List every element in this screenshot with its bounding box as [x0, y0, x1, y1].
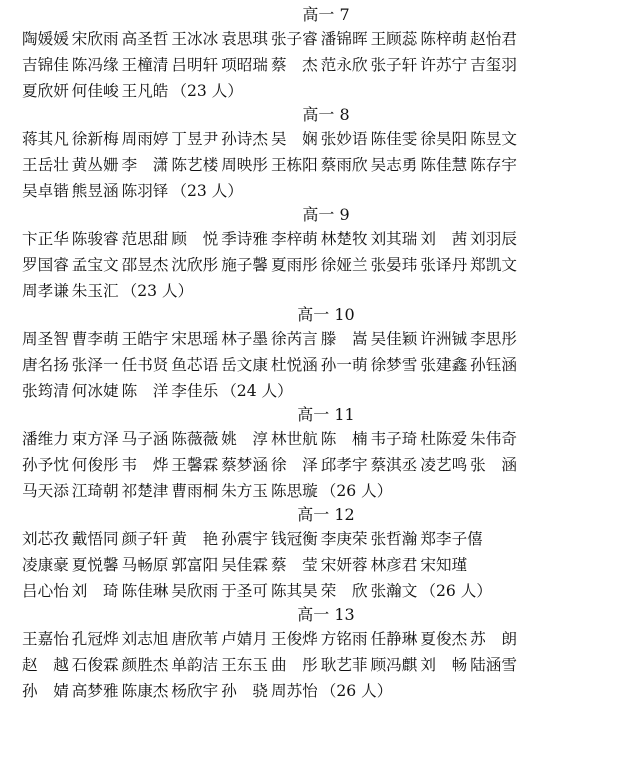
student-name: 陈佳琳 — [121, 582, 169, 600]
student-name: 周圣智 — [22, 330, 69, 348]
student-name: 于圣可 — [221, 582, 268, 600]
student-name: 陈薇薇 — [171, 430, 219, 448]
name-line — [22, 52, 622, 78]
student-name: 陶媛媛 — [22, 30, 69, 48]
student-count: （26 人） — [420, 582, 492, 600]
student-name: 项昭瑞 — [221, 56, 268, 74]
student-name: 夏欣妍 — [22, 82, 69, 100]
student-name: 陈骏睿 — [71, 230, 119, 248]
class-title: 高一 9 — [302, 205, 350, 224]
student-name: 岳文康 — [221, 356, 268, 374]
student-name: 卢婧月 — [221, 630, 268, 648]
student-name: 李思彤 — [470, 330, 517, 348]
student-name: 苏 朗 — [470, 630, 517, 648]
student-name: 邵昱杰 — [121, 256, 169, 274]
student-name: 张泽一 — [71, 356, 119, 374]
student-name: 张建鑫 — [420, 356, 468, 374]
student-name: 林楚牧 — [320, 230, 368, 248]
name-line — [22, 552, 622, 578]
name-line — [22, 152, 622, 178]
name-line — [22, 426, 622, 452]
student-name: 何俊彤 — [71, 456, 119, 474]
student-name: 刘 畅 — [420, 656, 468, 674]
student-name: 宋妍蓉 — [320, 556, 368, 574]
student-name: 张子轩 — [370, 56, 418, 74]
student-name: 滕 嵩 — [320, 330, 368, 348]
student-name: 徐昊阳 — [420, 130, 468, 148]
student-name: 邱孝宇 — [320, 456, 368, 474]
student-name: 朱伟奇 — [470, 430, 517, 448]
student-name: 徐芮言 — [270, 330, 318, 348]
student-name: 王橦清 — [121, 56, 169, 74]
student-name: 宋思瑶 — [171, 330, 219, 348]
student-name: 马子涵 — [121, 430, 169, 448]
student-name: 熊昱涵 — [71, 182, 119, 200]
name-line — [22, 78, 622, 104]
student-name: 韦子琦 — [370, 430, 418, 448]
student-name: 王栋阳 — [270, 156, 318, 174]
class-section — [22, 204, 622, 304]
student-name: 吕心怡 — [22, 582, 69, 600]
student-name: 张瀚文 — [370, 582, 418, 600]
student-name: 陈 楠 — [320, 430, 368, 448]
student-name: 陈佳雯 — [370, 130, 418, 148]
student-name: 韦 烨 — [121, 456, 169, 474]
student-name: 王顾蕊 — [370, 30, 418, 48]
student-name: 周苏怡 — [270, 682, 318, 700]
student-name: 鱼芯语 — [171, 356, 219, 374]
student-name: 王东玉 — [221, 656, 268, 674]
student-name: 王冰冰 — [171, 30, 219, 48]
student-name: 任书贤 — [121, 356, 169, 374]
class-section — [22, 4, 622, 104]
student-name: 蒋其凡 — [22, 130, 69, 148]
student-name: 孙 婧 — [22, 682, 69, 700]
student-name: 陈艺楼 — [171, 156, 219, 174]
name-line — [22, 652, 622, 678]
student-name: 束方泽 — [71, 430, 119, 448]
student-name: 李梓萌 — [270, 230, 318, 248]
student-name: 罗国睿 — [22, 256, 69, 274]
student-name: 吴志勇 — [370, 156, 418, 174]
student-name: 沈欣彤 — [171, 256, 219, 274]
student-name: 黄丛姗 — [71, 156, 119, 174]
student-name: 颜子轩 — [121, 530, 169, 548]
student-name: 陆涵雪 — [470, 656, 517, 674]
student-name: 夏俊杰 — [420, 630, 468, 648]
student-name: 王凡皓 — [121, 82, 169, 100]
name-line — [22, 178, 622, 204]
student-name: 许苏宁 — [420, 56, 468, 74]
name-line — [22, 478, 622, 504]
student-count: （23 人） — [121, 282, 194, 300]
class-title: 高一 12 — [297, 505, 355, 524]
student-name: 陈冯缘 — [71, 56, 119, 74]
student-name: 张子睿 — [270, 30, 318, 48]
student-name: 陈康杰 — [121, 682, 169, 700]
student-name: 方铭雨 — [320, 630, 368, 648]
student-name: 顾 悦 — [171, 230, 219, 248]
student-name: 曹雨桐 — [171, 482, 219, 500]
student-name: 颜胜杰 — [121, 656, 169, 674]
class-section — [22, 404, 622, 504]
student-name: 赵怡君 — [470, 30, 517, 48]
student-count: （24 人） — [221, 382, 293, 400]
student-name: 季诗雅 — [221, 230, 268, 248]
student-name: 高圣哲 — [121, 30, 169, 48]
student-name: 姚 淳 — [221, 430, 268, 448]
student-name: 杜陈爱 — [420, 430, 468, 448]
student-name: 孔冠烨 — [71, 630, 119, 648]
name-line — [22, 526, 622, 552]
student-name: 杜悦涵 — [270, 356, 318, 374]
student-name: 蔡梦涵 — [221, 456, 268, 474]
student-name: 刘芯孜 — [22, 530, 69, 548]
student-name: 刘 茜 — [420, 230, 468, 248]
name-line — [22, 226, 622, 252]
student-name: 施子馨 — [221, 256, 268, 274]
name-line — [22, 252, 622, 278]
student-name: 高梦雅 — [71, 682, 119, 700]
student-name: 唐欣苇 — [171, 630, 219, 648]
student-name: 王馨霖 — [171, 456, 219, 474]
student-name: 徐梦雪 — [370, 356, 418, 374]
student-name: 袁思琪 — [221, 30, 268, 48]
student-name: 徐新梅 — [71, 130, 119, 148]
student-name: 蔡 莹 — [270, 556, 318, 574]
student-name: 孙一萌 — [320, 356, 368, 374]
student-name: 朱方玉 — [221, 482, 268, 500]
student-name: 李庚荣 — [320, 530, 368, 548]
class-roster-document — [22, 4, 622, 704]
student-name: 徐 泽 — [270, 456, 318, 474]
student-name: 刘志旭 — [121, 630, 169, 648]
class-title: 高一 10 — [297, 305, 355, 324]
student-name: 陈其昊 — [270, 582, 318, 600]
student-name: 徐娅兰 — [320, 256, 368, 274]
student-name: 张晏玮 — [370, 256, 418, 274]
student-name: 祁楚津 — [121, 482, 169, 500]
student-name: 林彦君 — [370, 556, 418, 574]
student-name: 许洲铖 — [420, 330, 468, 348]
student-count: （26 人） — [320, 682, 393, 700]
student-name: 马畅原 — [121, 556, 169, 574]
student-name: 周映彤 — [221, 156, 268, 174]
name-line — [22, 578, 622, 604]
student-name: 李佳乐 — [171, 382, 219, 400]
student-name: 陈思璇 — [270, 482, 318, 500]
student-name: 张译丹 — [420, 256, 468, 274]
student-name: 杨欣宇 — [171, 682, 219, 700]
student-name: 李 潇 — [121, 156, 169, 174]
student-name: 范永欣 — [320, 56, 368, 74]
student-name: 林世航 — [270, 430, 318, 448]
name-line — [22, 678, 622, 704]
student-name: 何佳峻 — [71, 82, 119, 100]
student-name: 潘维力 — [22, 430, 69, 448]
student-name: 夏雨彤 — [270, 256, 318, 274]
student-name: 马天添 — [22, 482, 69, 500]
student-name: 张 涵 — [470, 456, 517, 474]
name-line — [22, 26, 622, 52]
class-section — [22, 104, 622, 204]
student-name: 钱冠衡 — [270, 530, 318, 548]
student-name: 陈昱文 — [470, 130, 517, 148]
student-name: 吴佳霖 — [221, 556, 268, 574]
student-name: 张筠清 — [22, 382, 69, 400]
student-name: 潘锦晖 — [320, 30, 368, 48]
student-name: 郑李子僖 — [420, 530, 483, 548]
student-name: 林子墨 — [221, 330, 268, 348]
student-name: 孙诗杰 — [221, 130, 268, 148]
student-name: 陈 洋 — [121, 382, 169, 400]
student-name: 张哲瀚 — [370, 530, 418, 548]
student-name: 凌艺鸣 — [420, 456, 468, 474]
student-name: 孟宝文 — [71, 256, 119, 274]
student-name: 王俊烨 — [270, 630, 318, 648]
name-line — [22, 278, 622, 304]
student-name: 吴佳颖 — [370, 330, 418, 348]
student-name: 陈存宇 — [470, 156, 517, 174]
name-line — [22, 126, 622, 152]
name-line — [22, 326, 622, 352]
student-name: 丁昱尹 — [171, 130, 219, 148]
student-name: 宋欣雨 — [71, 30, 119, 48]
student-name: 蔡 杰 — [270, 56, 318, 74]
student-name: 孙 骁 — [221, 682, 268, 700]
student-name: 孙震宇 — [221, 530, 268, 548]
student-name: 宋知瑾 — [420, 556, 468, 574]
student-name: 王皓宇 — [121, 330, 169, 348]
student-name: 朱玉汇 — [71, 282, 119, 300]
student-name: 刘羽辰 — [470, 230, 517, 248]
student-name: 王岳壮 — [22, 156, 69, 174]
student-name: 何冰婕 — [71, 382, 119, 400]
student-name: 孙钰涵 — [470, 356, 517, 374]
student-name: 郭富阳 — [171, 556, 219, 574]
student-name: 唐名扬 — [22, 356, 69, 374]
student-count: （23 人） — [171, 82, 243, 100]
student-name: 陈羽铎 — [121, 182, 169, 200]
student-name: 陈梓萌 — [420, 30, 468, 48]
student-count: （23 人） — [171, 182, 243, 200]
student-name: 周雨婷 — [121, 130, 169, 148]
student-name: 蔡雨欣 — [320, 156, 368, 174]
student-name: 曲 彤 — [270, 656, 318, 674]
student-name: 吉玺羽 — [470, 56, 517, 74]
name-line — [22, 378, 622, 404]
student-name: 戴悟同 — [71, 530, 119, 548]
student-name: 张妙语 — [320, 130, 368, 148]
name-line — [22, 452, 622, 478]
student-name: 刘其瑞 — [370, 230, 418, 248]
student-name: 吕明轩 — [171, 56, 219, 74]
student-name: 陈佳慧 — [420, 156, 468, 174]
student-name: 曹李萌 — [71, 330, 119, 348]
student-name: 单韵洁 — [171, 656, 219, 674]
student-name: 黄 艳 — [171, 530, 219, 548]
class-title: 高一 11 — [297, 405, 355, 424]
name-line — [22, 626, 622, 652]
class-section — [22, 504, 622, 604]
student-name: 荣 欣 — [320, 582, 368, 600]
class-title: 高一 8 — [302, 105, 350, 124]
class-section — [22, 304, 622, 404]
class-title: 高一 7 — [302, 5, 350, 24]
student-name: 刘 琦 — [71, 582, 119, 600]
student-name: 蔡淇丞 — [370, 456, 418, 474]
student-name: 周孝谦 — [22, 282, 69, 300]
student-name: 郑凯文 — [470, 256, 517, 274]
student-name: 吴卓锴 — [22, 182, 69, 200]
student-name: 吉锦佳 — [22, 56, 69, 74]
student-name: 夏悦馨 — [71, 556, 119, 574]
student-name: 吴 娴 — [270, 130, 318, 148]
student-name: 王嘉怡 — [22, 630, 69, 648]
class-title: 高一 13 — [297, 605, 355, 624]
student-name: 吴欣雨 — [171, 582, 219, 600]
student-name: 范思甜 — [121, 230, 169, 248]
student-name: 卞正华 — [22, 230, 69, 248]
student-name: 石俊霖 — [71, 656, 119, 674]
student-name: 顾冯麒 — [370, 656, 418, 674]
name-line — [22, 352, 622, 378]
student-name: 耿艺菲 — [320, 656, 368, 674]
student-count: （26 人） — [320, 482, 393, 500]
student-name: 赵 越 — [22, 656, 69, 674]
class-section — [22, 604, 622, 704]
student-name: 任静琳 — [370, 630, 418, 648]
student-name: 凌康豪 — [22, 556, 69, 574]
student-name: 江琦朝 — [71, 482, 119, 500]
student-name: 孙予忱 — [22, 456, 69, 474]
